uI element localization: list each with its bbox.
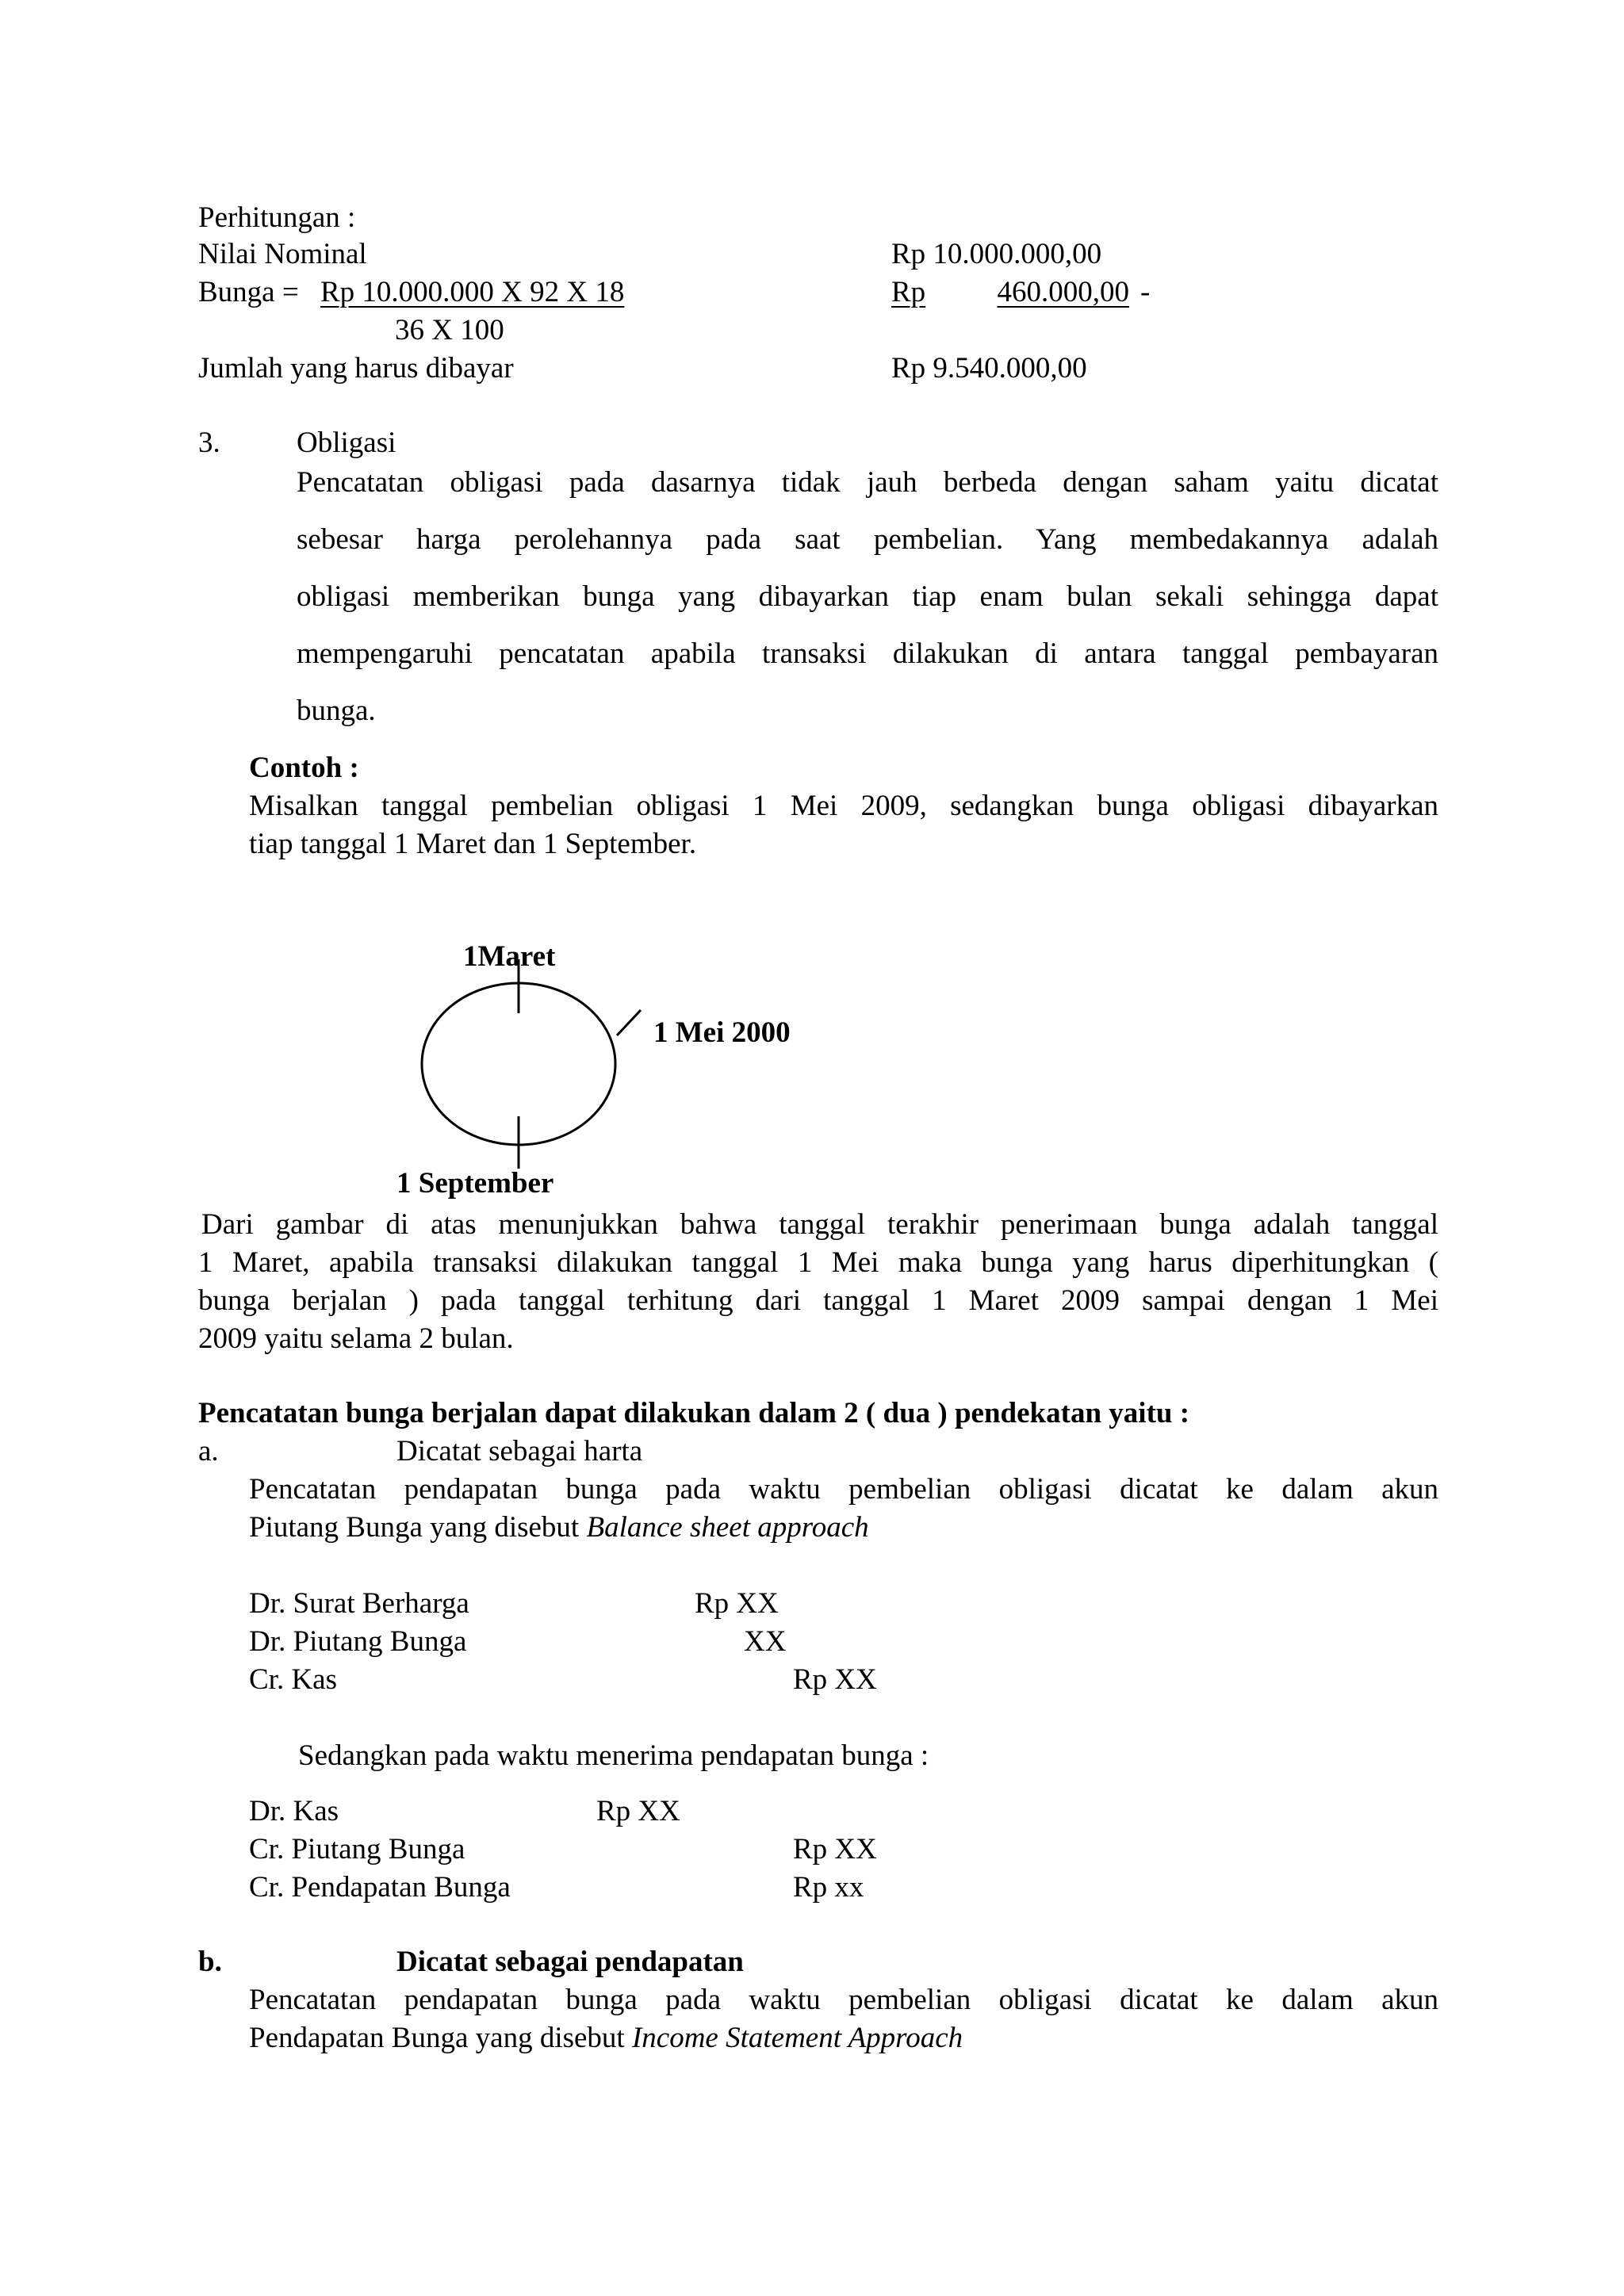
receive-interest-text: Sedangkan pada waktu menerima pendapatan bunga : (298, 1739, 929, 1772)
approach-b-line: Pencatatan pendapatan bunga pada waktu pembelian obligasi dicatat ke dalam akun (249, 1984, 1438, 2016)
section-title: Obligasi (297, 427, 396, 459)
explanation-line: bunga berjalan ) pada tanggal terhitung dari tanggal 1 Maret 2009 sampai dengan 1 Mei (198, 1284, 1438, 1317)
balance-sheet-approach-term: Balance sheet approach (586, 1511, 869, 1544)
approach-a-line: Pencatatan pendapatan bunga pada waktu pembelian obligasi dicatat ke dalam akun (249, 1473, 1438, 1506)
journal-account: Cr. Piutang Bunga (249, 1833, 465, 1866)
total-value: Rp 9.540.000,00 (891, 352, 1087, 385)
journal-debit: Rp XX (695, 1587, 779, 1620)
income-statement-approach-term: Income Statement Approach (631, 2022, 963, 2054)
approach-b-letter: b. (198, 1946, 222, 1978)
bunga-value-amount: 460.000,00 (997, 276, 1129, 308)
bunga-formula-denominator: 36 X 100 (395, 314, 504, 346)
example-line: tiap tanggal 1 Maret dan 1 September. (249, 828, 697, 860)
section-paragraph-line: obligasi memberikan bunga yang dibayarkan tiap enam bulan sekali sehingga dapat (297, 580, 1438, 613)
approach-a-title: Dicatat sebagai harta (396, 1435, 643, 1468)
example-line: Misalkan tanggal pembelian obligasi 1 Mei 2009, sedangkan bunga obligasi dibayarkan (249, 790, 1438, 822)
journal-debit: Rp XX (596, 1795, 680, 1827)
journal-credit: Rp xx (793, 1871, 864, 1904)
journal-account: Dr. Surat Berharga (249, 1587, 469, 1620)
nominal-value: Rp 10.000.000,00 (891, 238, 1102, 270)
approach-heading: Pencatatan bunga berjalan dapat dilakukan dalam 2 ( dua ) pendekatan yaitu : (198, 1397, 1190, 1429)
approach-b-line2 (249, 2023, 963, 2053)
journal-account: Dr. Kas (249, 1795, 339, 1827)
section-paragraph-line: Pencatatan obligasi pada dasarnya tidak jauh berbeda dengan saham yaitu dicatat (297, 466, 1438, 499)
may-pointer-line (617, 1010, 641, 1035)
journal-credit: Rp XX (793, 1833, 877, 1866)
journal-account: Cr. Kas (249, 1663, 337, 1696)
approach-b-title: Dicatat sebagai pendapatan (396, 1946, 744, 1978)
diagram-label-march: 1Maret (463, 940, 556, 973)
approach-a-line2 (249, 1513, 869, 1542)
section-number: 3. (198, 427, 220, 459)
diagram-label-september: 1 September (396, 1167, 554, 1200)
section-paragraph-line: mempengaruhi pencatatan apabila transaksi dilakukan di antara tanggal pembayaran (297, 637, 1438, 670)
nominal-label: Nilai Nominal (198, 238, 367, 270)
journal-credit: Rp XX (793, 1663, 877, 1696)
approach-a-letter: a. (198, 1435, 219, 1468)
diagram-label-may: 1 Mei 2000 (653, 1016, 791, 1049)
journal-account: Cr. Pendapatan Bunga (249, 1871, 511, 1904)
approach-b-line2-text: Pendapatan Bunga yang disebut (249, 2022, 625, 2054)
section-paragraph-line: sebesar harga perolehannya pada saat pembelian. Yang membedakannya adalah (297, 523, 1438, 556)
bunga-label: Bunga = (198, 276, 299, 308)
journal-account: Dr. Piutang Bunga (249, 1625, 467, 1658)
bunga-value-rp: Rp (891, 276, 926, 308)
example-heading: Contoh : (249, 752, 359, 784)
explanation-line: Dari gambar di atas menunjukkan bahwa tanggal terakhir penerimaan bunga adalah tanggal (201, 1208, 1438, 1241)
calc-heading: Perhitungan : (198, 201, 356, 234)
approach-a-line2-text: Piutang Bunga yang disebut (249, 1511, 580, 1544)
bunga-value-minus: - (1140, 276, 1151, 308)
explanation-line: 2009 yaitu selama 2 bulan. (198, 1322, 514, 1355)
total-label: Jumlah yang harus dibayar (198, 352, 514, 385)
section-paragraph-line: bunga. (297, 695, 376, 727)
explanation-line: 1 Maret, apabila transaksi dilakukan tanggal 1 Mei maka bunga yang harus diperhitungkan ( (198, 1246, 1438, 1279)
bunga-formula-numerator: Rp 10.000.000 X 92 X 18 (320, 276, 625, 308)
journal-debit: XX (744, 1625, 787, 1658)
